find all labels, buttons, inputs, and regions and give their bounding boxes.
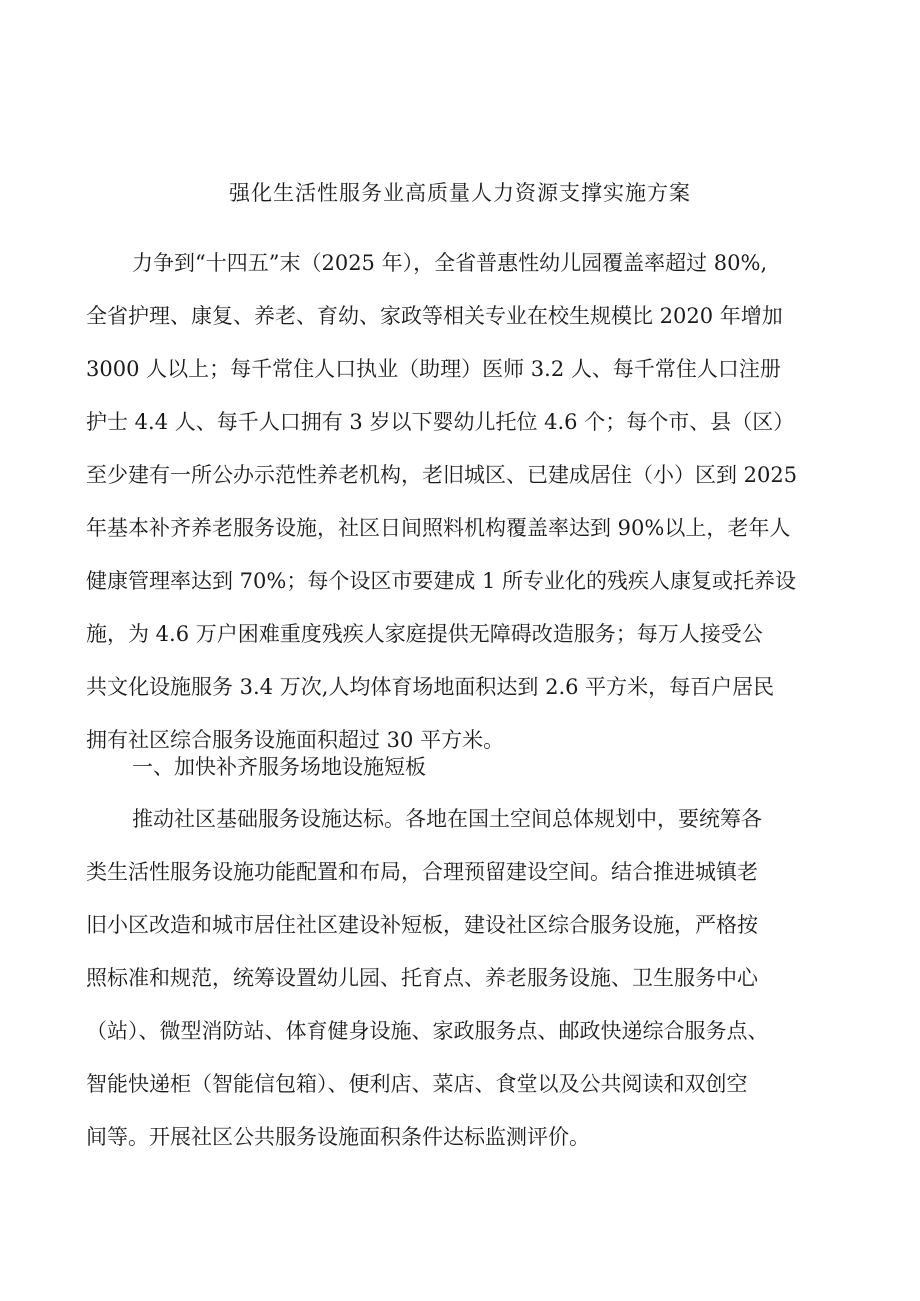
paragraph-line: 年基本补齐养老服务设施，社区日间照料机构覆盖率达到 90%以上，老年人 xyxy=(86,516,791,540)
paragraph-line: （站）、微型消防站、体育健身设施、家政服务点、邮政快递综合服务点、 xyxy=(86,1019,769,1043)
paragraph-line: 3000 人以上；每千常住人口执业（助理）医师 3.2 人、每千常住人口注册 xyxy=(86,357,781,381)
paragraph-line: 健康管理率达到 70%；每个设区市要建成 1 所专业化的残疾人康复或托养设 xyxy=(86,569,797,593)
paragraph-line: 类生活性服务设施功能配置和布局，合理预留建设空间。结合推进城镇老 xyxy=(86,860,758,884)
paragraph-line: 间等。开展社区公共服务设施面积条件达标监测评价。 xyxy=(86,1125,590,1149)
paragraph-line: 智能快递柜（智能信包箱）、便利店、菜店、食堂以及公共阅读和双创空 xyxy=(86,1072,748,1096)
document-title: 强化生活性服务业高质量人力资源支撑实施方案 xyxy=(229,181,691,205)
paragraph-line: 拥有社区综合服务设施面积超过 30 平方米。 xyxy=(86,728,505,752)
paragraph-line: 照标准和规范，统筹设置幼儿园、托育点、养老服务设施、卫生服务中心 xyxy=(86,966,758,990)
paragraph-line: 全省护理、康复、养老、育幼、家政等相关专业在校生规模比 2020 年增加 xyxy=(86,304,783,328)
paragraph-line: 力争到“十四五”末（2025 年），全省普惠性幼儿园覆盖率超过 80%, xyxy=(132,251,768,275)
paragraph-line: 施，为 4.6 万户困难重度残疾人家庭提供无障碍改造服务；每万人接受公 xyxy=(86,622,763,646)
paragraph-line: 推动社区基础服务设施达标。各地在国土空间总体规划中，要统筹各 xyxy=(132,807,762,831)
paragraph-line: 护士 4.4 人、每千人口拥有 3 岁以下婴幼儿托位 4.6 个；每个市、县（区） xyxy=(86,410,795,434)
paragraph-line: 旧小区改造和城市居住社区建设补短板，建设社区综合服务设施，严格按 xyxy=(86,913,758,937)
paragraph-line: 共文化设施服务 3.4 万次,人均体育场地面积达到 2.6 平方米，每百户居民 xyxy=(86,675,775,699)
section-heading: 一、加快补齐服务场地设施短板 xyxy=(132,755,426,779)
paragraph-line: 至少建有一所公办示范性养老机构，老旧城区、已建成居住（小）区到 2025 xyxy=(86,463,798,487)
